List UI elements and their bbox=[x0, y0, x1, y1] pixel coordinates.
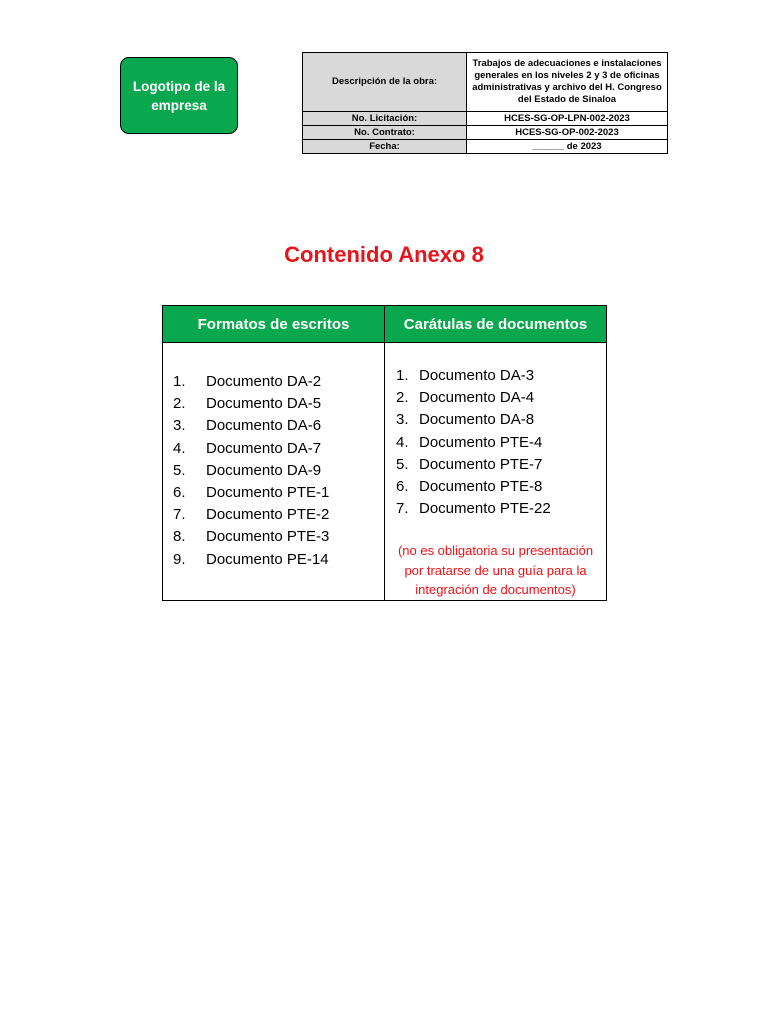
item-number: 8. bbox=[173, 528, 186, 546]
list-item bbox=[396, 454, 606, 476]
list-item bbox=[396, 409, 606, 431]
list-item bbox=[396, 365, 606, 387]
item-number: 4. bbox=[396, 433, 409, 451]
item-text: Documento PTE-1 bbox=[206, 484, 330, 502]
item-text: Documento DA-3 bbox=[419, 367, 535, 384]
formatos-list bbox=[163, 343, 384, 571]
list-item bbox=[396, 387, 606, 409]
col2-header: Carátulas de documentos bbox=[385, 306, 607, 343]
item-number: 3. bbox=[173, 417, 186, 435]
list-item bbox=[173, 438, 384, 460]
list-item bbox=[173, 371, 384, 393]
item-number: 2. bbox=[396, 389, 409, 407]
list-item bbox=[396, 476, 606, 498]
company-logo-placeholder bbox=[120, 57, 238, 134]
item-text: Documento PTE-3 bbox=[206, 528, 330, 546]
list-item bbox=[173, 504, 384, 526]
item-number: 1. bbox=[396, 367, 409, 384]
description-label: Descripción de la obra: bbox=[303, 53, 467, 112]
item-text: Documento DA-7 bbox=[206, 439, 322, 457]
optional-note: (no es obligatoria su presentación por tratarse de una guía para la integración de documentos) bbox=[397, 543, 594, 598]
body-row bbox=[163, 343, 607, 601]
item-text: Documento PTE-8 bbox=[419, 478, 543, 496]
item-text: Documento DA-6 bbox=[206, 417, 322, 435]
item-number: 7. bbox=[396, 500, 409, 518]
fecha-value: ______ de 2023 bbox=[467, 140, 668, 154]
list-item bbox=[173, 393, 384, 415]
item-text: Documento DA-8 bbox=[419, 411, 535, 429]
licitacion-value: HCES-SG-OP-LPN-002-2023 bbox=[467, 112, 668, 126]
item-text: Documento PE-14 bbox=[206, 550, 329, 568]
item-text: Documento DA-2 bbox=[206, 373, 322, 390]
page-title: Contenido Anexo 8 bbox=[284, 242, 484, 267]
list-item bbox=[173, 482, 384, 504]
item-text: Documento DA-4 bbox=[419, 389, 535, 407]
item-number: 1. bbox=[173, 373, 186, 390]
caratulas-cell bbox=[385, 343, 607, 601]
contrato-row bbox=[303, 126, 668, 140]
list-item bbox=[396, 498, 606, 520]
annex-contents-table bbox=[162, 305, 607, 601]
list-item bbox=[173, 549, 384, 571]
item-text: Documento PTE-7 bbox=[419, 455, 543, 473]
logo-text: Logotipo de la empresa bbox=[132, 78, 226, 113]
caratulas-list bbox=[385, 343, 606, 520]
list-item bbox=[173, 526, 384, 548]
item-number: 6. bbox=[173, 484, 186, 502]
item-text: Documento DA-5 bbox=[206, 395, 322, 413]
fecha-row bbox=[303, 140, 668, 154]
item-number: 2. bbox=[173, 395, 186, 413]
item-number: 6. bbox=[396, 478, 409, 496]
item-number: 5. bbox=[396, 455, 409, 473]
contrato-label: No. Contrato: bbox=[303, 126, 467, 140]
item-number: 9. bbox=[173, 550, 186, 568]
item-text: Documento DA-9 bbox=[206, 461, 322, 479]
formatos-cell bbox=[163, 343, 385, 601]
list-item bbox=[396, 432, 606, 454]
fecha-label: Fecha: bbox=[303, 140, 467, 154]
project-info-table bbox=[302, 52, 668, 154]
item-number: 7. bbox=[173, 506, 186, 524]
list-item bbox=[173, 415, 384, 437]
item-text: Documento PTE-2 bbox=[206, 506, 330, 524]
description-row bbox=[303, 53, 668, 112]
item-text: Documento PTE-4 bbox=[419, 433, 543, 451]
header-row bbox=[163, 306, 607, 343]
col1-header: Formatos de escritos bbox=[163, 306, 385, 343]
item-number: 4. bbox=[173, 439, 186, 457]
contrato-value: HCES-SG-OP-002-2023 bbox=[467, 126, 668, 140]
item-text: Documento PTE-22 bbox=[419, 500, 551, 518]
item-number: 5. bbox=[173, 461, 186, 479]
licitacion-row bbox=[303, 112, 668, 126]
licitacion-label: No. Licitación: bbox=[303, 112, 467, 126]
description-value: Trabajos de adecuaciones e instalaciones generales en los niveles 2 y 3 de oficinas administrativas y archivo del H. Congreso del Estado de Sinaloa bbox=[467, 53, 668, 112]
list-item bbox=[173, 460, 384, 482]
item-number: 3. bbox=[396, 411, 409, 429]
